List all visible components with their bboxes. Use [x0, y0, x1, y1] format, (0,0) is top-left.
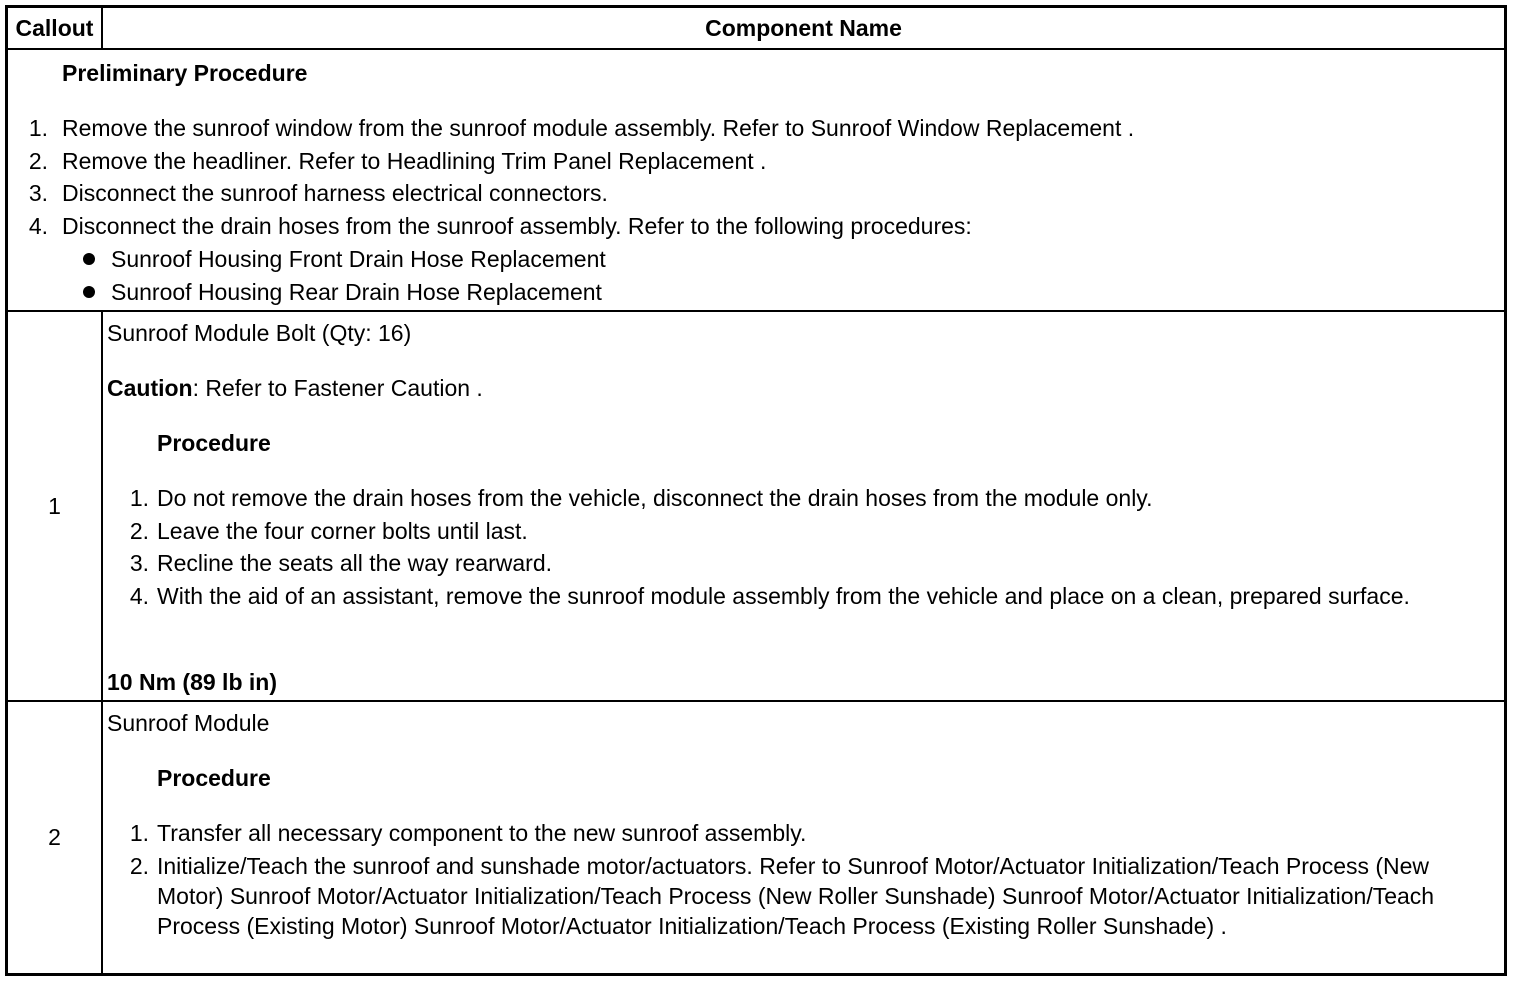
callout-column-header: Callout	[8, 8, 103, 48]
prelim-bullet-1: Sunroof Housing Front Drain Hose Replacement	[111, 246, 606, 272]
prelim-step-3: Disconnect the sunroof harness electrical connectors.	[62, 180, 608, 206]
callout-cell: 2	[8, 702, 103, 973]
step-number: 1.	[28, 115, 48, 141]
component-cell	[103, 702, 1504, 973]
caution-text: : Refer to Fastener Caution .	[192, 375, 483, 401]
procedure-step-4: With the aid of an assistant, remove the sunroof module assembly from the vehicle and place on a clean, prepared surface.	[157, 583, 1410, 609]
step-number: 2.	[129, 518, 149, 544]
procedure-step-1: Transfer all necessary component to the new sunroof assembly.	[157, 820, 807, 846]
torque-spec: 10 Nm (89 lb in)	[107, 669, 277, 695]
step-number: 2.	[28, 148, 48, 174]
caution-line	[107, 373, 483, 403]
procedure-step-2: Initialize/Teach the sunroof and sunshade motor/actuators. Refer to Sunroof Motor/Actuator Initialization/Teach Process (New Motor) Sunroof Motor/Actuator Initialization/Teach Process (New Roller Sunshade) Sunroof Motor/Actuator Initialization/Teach Process (Existing Motor) Sunroof Motor/Actuator Initialization/Teach Process (Existing Roller Sunshade) .	[157, 853, 1435, 939]
component-name: Sunroof Module	[107, 710, 270, 736]
procedure-table	[5, 5, 1507, 976]
step-number: 1.	[129, 820, 149, 846]
step-number: 2.	[129, 853, 149, 879]
step-number: 3.	[28, 180, 48, 206]
bullet-icon	[83, 286, 95, 298]
step-number: 1.	[129, 485, 149, 511]
step-number: 3.	[129, 550, 149, 576]
table-row	[8, 312, 1504, 702]
component-cell	[103, 312, 1504, 700]
table-header	[8, 8, 1504, 50]
prelim-bullet-2: Sunroof Housing Rear Drain Hose Replacement	[111, 279, 602, 305]
step-number: 4.	[129, 583, 149, 609]
component-name: Sunroof Module Bolt (Qty: 16)	[107, 320, 412, 346]
step-number: 4.	[28, 213, 48, 239]
procedure-step-2: Leave the four corner bolts until last.	[157, 518, 528, 544]
prelim-step-2: Remove the headliner. Refer to Headlining Trim Panel Replacement .	[62, 148, 767, 174]
prelim-step-1: Remove the sunroof window from the sunroof module assembly. Refer to Sunroof Window Replacement .	[62, 115, 1135, 141]
caution-label: Caution	[107, 375, 193, 401]
procedure-step-1: Do not remove the drain hoses from the vehicle, disconnect the drain hoses from the module only.	[157, 485, 1153, 511]
table-row	[8, 702, 1504, 973]
callout-cell: 1	[8, 312, 103, 700]
component-column-header: Component Name	[705, 14, 902, 41]
procedure-title: Procedure	[157, 765, 271, 791]
prelim-step-4: Disconnect the drain hoses from the sunroof assembly. Refer to the following procedures:	[62, 213, 972, 239]
preliminary-procedure-section	[8, 50, 1504, 312]
bullet-icon	[83, 253, 95, 265]
preliminary-title: Preliminary Procedure	[62, 60, 308, 86]
procedure-title: Procedure	[157, 430, 271, 456]
procedure-step-3: Recline the seats all the way rearward.	[157, 550, 553, 576]
